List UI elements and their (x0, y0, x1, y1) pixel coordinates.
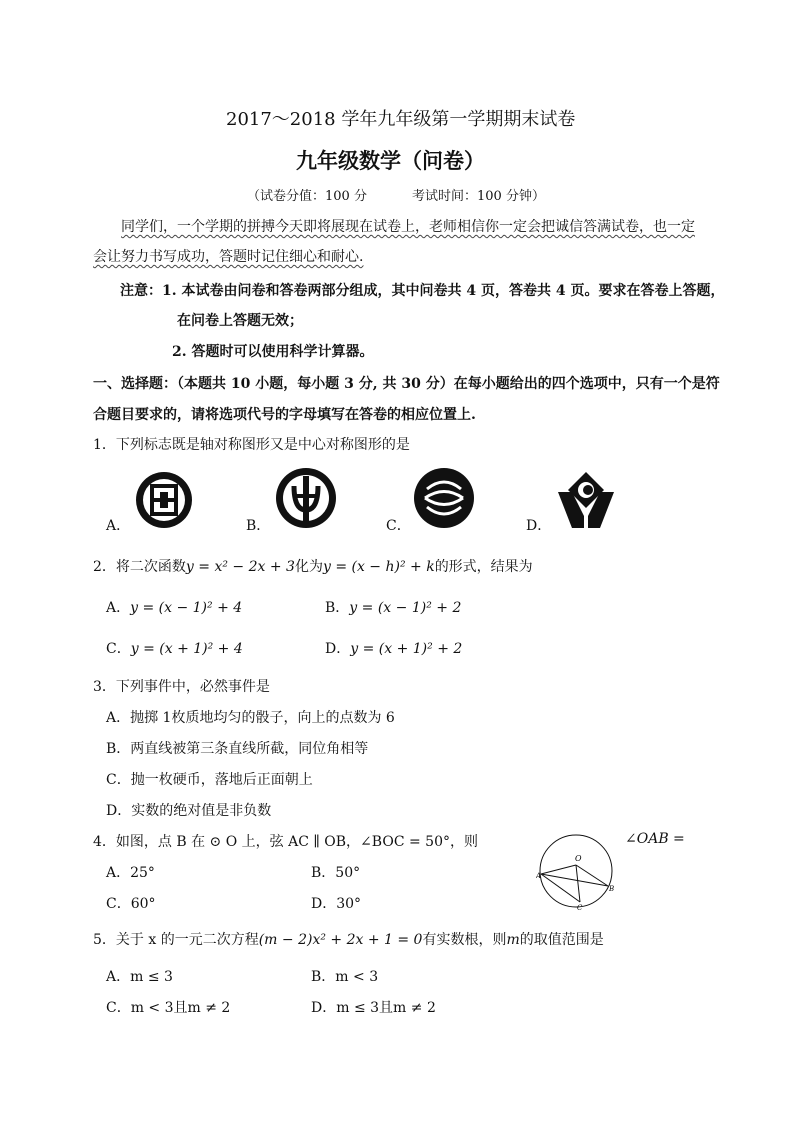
label-c: C (577, 904, 583, 912)
note-2: 2. 答题时可以使用科学计算器。 (172, 344, 374, 360)
q4-option-b: B．50° (311, 865, 361, 881)
q3-stem: 3．下列事件中，必然事件是 (93, 679, 270, 695)
q5-stem (93, 929, 604, 949)
q2-stem (93, 556, 533, 576)
q2-option-d (325, 638, 462, 658)
q5-option-a: A．m ≤ 3 (106, 969, 173, 985)
q2-option-b-label: B． (325, 600, 350, 616)
abc-logo-icon (274, 466, 338, 530)
q3-option-b: B．两直线被第三条直线所截，同位角相等 (106, 741, 369, 757)
q2-option-c-formula: y = (x + 1)² + 4 (130, 641, 243, 657)
q2-option-a-formula: y = (x − 1)² + 4 (130, 600, 243, 616)
section-heading-cont: 合题目要求的，请将选项代号的字母填写在答卷的相应位置上. (93, 407, 476, 423)
q5-option-d: D．m ≤ 3且m ≠ 2 (311, 1000, 436, 1016)
q1-stem: 1．下列标志既是轴对称图形又是中心对称图形的是 (93, 437, 410, 453)
score-info: （试卷分值：100 分 (247, 189, 367, 204)
note-1: 注意：1. 本试卷由问卷和答卷两部分组成，其中问卷共 4 页，答卷共 4 页。要求在答卷上答题， (120, 283, 725, 299)
label-b: B (609, 885, 615, 893)
q1-option-b: B． (246, 518, 271, 534)
q5-option-c: C．m < 3且m ≠ 2 (106, 1000, 231, 1016)
intro-line-2: 会让努力书写成功，答题时记住细心和耐心. (93, 249, 364, 265)
q4-option-a: A．25° (106, 865, 155, 881)
q2-option-a (106, 597, 242, 617)
q2-option-a-label: A． (106, 600, 131, 616)
q2-formula-1: y = x² − 2x + 3 (185, 559, 295, 575)
china-mobile-logo-icon (413, 467, 475, 529)
q2-stem-text-c: 的形式，结果为 (434, 559, 533, 575)
q2-formula-2: y = (x − h)² + k (322, 559, 435, 575)
section-heading: 一、选择题：（本题共 10 小题，每小题 3 分, 共 30 分）在每小题给出的四个选项中，只有一个是符 (93, 376, 720, 392)
exam-subtitle: 九年级数学（问卷） (296, 148, 485, 173)
q4-stem: 4．如图，点 B 在 ⊙ O 上，弦 AC ∥ OB，∠BOC = 50°，则 (93, 834, 478, 850)
q2-option-d-formula: y = (x + 1)² + 2 (350, 641, 463, 657)
q2-option-b-formula: y = (x − 1)² + 2 (349, 600, 462, 616)
q5-var-m: m (506, 932, 520, 948)
q4-option-d: D．30° (311, 896, 362, 912)
q2-option-c (106, 638, 243, 658)
icbc-logo-icon (134, 470, 194, 530)
q2-stem-text-b: 化为 (294, 559, 323, 575)
label-o: O (575, 854, 582, 863)
q1-option-d: D． (526, 518, 552, 534)
label-a: A (536, 872, 542, 880)
circle-geometry-figure (536, 830, 618, 912)
q1-option-c: C． (386, 518, 411, 534)
q2-option-c-label: C． (106, 641, 131, 657)
q5-stem-text-c: 的取值范围是 (519, 932, 604, 948)
q2-stem-text-a: 2．将二次函数 (93, 559, 186, 575)
q5-formula: (m − 2)x² + 2x + 1 = 0 (258, 932, 423, 948)
q5-stem-text-a: 5．关于 x 的一元二次方程 (93, 932, 259, 948)
q4-stem-end: ∠OAB = (625, 831, 685, 847)
q5-option-b: B．m < 3 (311, 969, 379, 985)
q3-option-d: D．实数的绝对值是非负数 (106, 803, 272, 819)
q1-option-a: A． (106, 518, 131, 534)
intro-line-1: 同学们，一个学期的拼搏今天即将展现在试卷上，老师相信你一定会把诚信答满试卷，也一定 (121, 219, 695, 235)
time-info: 考试时间：100 分钟） (412, 189, 545, 204)
q4-option-c: C．60° (106, 896, 156, 912)
q5-stem-text-b: 有实数根，则 (422, 932, 507, 948)
q3-option-a: A．抛掷 1枚质地均匀的骰子，向上的点数为 6 (106, 710, 395, 726)
credit-union-logo-icon (554, 470, 618, 530)
q2-option-b (325, 597, 461, 617)
q2-option-d-label: D． (325, 641, 351, 657)
q3-option-c: C．抛一枚硬币，落地后正面朝上 (106, 772, 313, 788)
note-1-cont: 在问卷上答题无效； (177, 313, 303, 329)
exam-title: 2017～2018 学年九年级第一学期期末试卷 (226, 109, 576, 130)
